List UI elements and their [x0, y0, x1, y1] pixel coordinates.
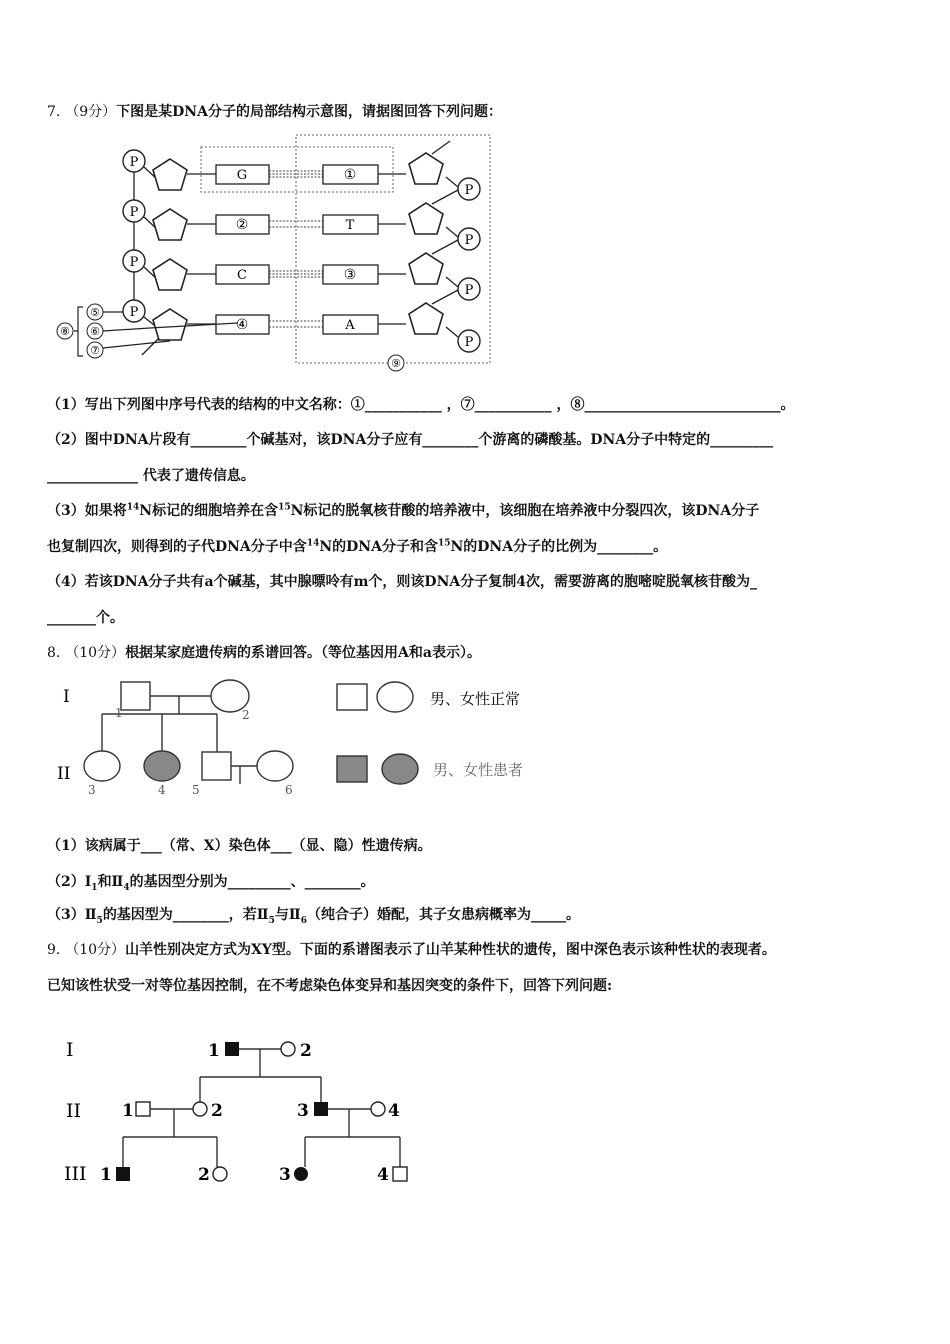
p-label: P	[464, 283, 474, 298]
base-label: T	[345, 218, 355, 233]
q9-stem2: 已知该性状受一对等位基因控制，在不考虑染色体变异和基因突变的条件下，回答下列问题:	[47, 978, 613, 994]
p-label: P	[464, 183, 474, 198]
svg-text:2: 2	[211, 1101, 223, 1121]
svg-text:3: 3	[88, 783, 96, 797]
svg-text:1: 1	[122, 1101, 134, 1121]
q7-sub1: （1）写出下列图中序号代表的结构的中文名称：①___________ ，⑦___________ ，⑧____________________________。	[47, 397, 795, 413]
q7-sub4b: _______个。	[47, 610, 124, 626]
male-normal	[136, 1102, 150, 1116]
q7-sub3a: （3）如果将$^{14}$N标记的细胞培养在含$^{15}$N标记的脱氧核苷酸的培养液中，该细胞在培养液中分裂四次，该DNA分子	[47, 502, 760, 519]
base-label: ②	[235, 217, 249, 233]
svg-text:⑨: ⑨	[391, 357, 401, 370]
legend-male-affected	[337, 756, 367, 782]
svg-text:⑥: ⑥	[90, 325, 100, 338]
q8-sub2: $(2)Ⅰ_1$和$Ⅱ_4$的基因型分别为_________、________。	[47, 874, 375, 893]
svg-text:3: 3	[279, 1165, 291, 1185]
dna-row-2	[123, 190, 480, 250]
family-pedigree-q8	[55, 672, 575, 807]
generation-label: II	[66, 1100, 82, 1122]
female-affected	[144, 751, 180, 781]
legend-male-normal	[337, 684, 367, 710]
q9-number: 9.	[47, 942, 61, 958]
svg-text:4: 4	[388, 1101, 400, 1121]
generation-label: I	[66, 1039, 74, 1061]
superscript-14: 14	[306, 538, 320, 549]
dna-row-3	[123, 240, 480, 300]
female-normal	[371, 1102, 385, 1116]
superscript-15: 15	[278, 502, 291, 513]
svg-text:2: 2	[242, 708, 250, 722]
q7-sub2b: _____________ 代表了遗传信息。	[47, 468, 255, 484]
q9-stem	[47, 941, 776, 959]
svg-text:⑧: ⑧	[60, 325, 70, 338]
svg-text:⑦: ⑦	[90, 344, 100, 357]
svg-text:4: 4	[377, 1165, 389, 1185]
base-label: C	[237, 268, 247, 283]
female-normal	[257, 751, 293, 781]
svg-text:3: 3	[297, 1101, 309, 1121]
legend-female-normal	[377, 682, 413, 712]
base-label: G	[236, 168, 248, 183]
dna-row-1	[123, 141, 480, 200]
male-affected	[225, 1042, 239, 1056]
q7-number: 7.	[47, 104, 61, 120]
q8-stem	[47, 644, 481, 662]
generation-label: I	[63, 687, 70, 707]
female-normal	[213, 1167, 227, 1181]
female-normal	[281, 1042, 295, 1056]
svg-text:1: 1	[100, 1165, 112, 1185]
q8-sub3: $(3)Ⅱ_5$的基因型为________，若$Ⅱ_5$与$Ⅱ_6$（纯合子）婚配，其子女患病概率为_____。	[47, 907, 580, 926]
dna-structure-diagram	[50, 135, 500, 375]
female-affected	[294, 1167, 308, 1181]
superscript-15: 15	[437, 538, 451, 549]
q9-stem-text: 山羊性别决定方式为XY型。下面的系谱图表示了山羊某种性状的遗传，图中深色表示该种性状的表现者。	[125, 942, 776, 958]
legend-normal-text: 男、女性正常	[430, 690, 521, 708]
superscript-14: 14	[126, 502, 140, 513]
base-label: ③	[343, 267, 357, 283]
p-label: P	[464, 233, 474, 248]
q7-score: （9分）	[65, 104, 117, 120]
male-affected	[314, 1102, 328, 1116]
generation-label: III	[64, 1163, 87, 1185]
svg-text:6: 6	[285, 783, 293, 797]
male-normal	[202, 752, 231, 780]
p-label: P	[129, 305, 139, 320]
generation-label: II	[57, 764, 71, 784]
q7-sub3b: 也复制四次，则得到的子代DNA分子中含$^{14}$N的DNA分子和含$^{15}$N的DNA分子的比例为________。	[47, 538, 668, 555]
p-label: P	[129, 255, 139, 270]
p-label: P	[129, 205, 139, 220]
q8-number: 8.	[47, 645, 61, 661]
base-label: A	[345, 318, 355, 333]
q9-score: （10分）	[65, 942, 126, 958]
q8-stem-text: 根据某家庭遗传病的系谱回答。（等位基因用A和a表示）。	[125, 645, 481, 661]
svg-text:2: 2	[198, 1165, 210, 1185]
male-normal	[393, 1167, 407, 1181]
base-label: ①	[343, 167, 357, 183]
q7-stem-text: 下图是某DNA分子的局部结构示意图，请据图回答下列问题：	[116, 104, 502, 120]
goat-pedigree-q9	[60, 1030, 440, 1190]
q8-score: （10分）	[65, 645, 126, 661]
base-label: ④	[235, 317, 249, 333]
side-labels	[57, 304, 404, 371]
dna-row-4	[123, 290, 480, 355]
legend-female-affected	[382, 754, 418, 784]
svg-text:2: 2	[300, 1041, 312, 1061]
female-normal	[84, 751, 120, 781]
q7-stem	[47, 103, 502, 121]
svg-text:4: 4	[158, 783, 166, 797]
svg-text:1: 1	[208, 1041, 220, 1061]
female-normal	[193, 1102, 207, 1116]
male-normal	[121, 682, 150, 710]
svg-text:5: 5	[192, 783, 200, 797]
p-label: P	[129, 155, 139, 170]
q8-sub1: （1）该病属于___（常、X）染色体___（显、隐）性遗传病。	[47, 838, 432, 854]
q7-sub2a: （2）图中DNA片段有________个碱基对，该DNA分子应有________个游离的磷酸基。DNA分子中特定的_________	[47, 432, 774, 448]
male-affected	[116, 1167, 130, 1181]
svg-text:1: 1	[115, 706, 123, 720]
p-label: P	[464, 335, 474, 350]
svg-text:⑤: ⑤	[90, 306, 100, 319]
q7-sub4a: （4）若该DNA分子共有a个碱基，其中腺嘌呤有m个，则该DNA分子复制4次，需要游离的胞嘧啶脱氧核苷酸为_	[47, 574, 757, 590]
legend-affected-text: 男、女性患者	[433, 761, 524, 779]
